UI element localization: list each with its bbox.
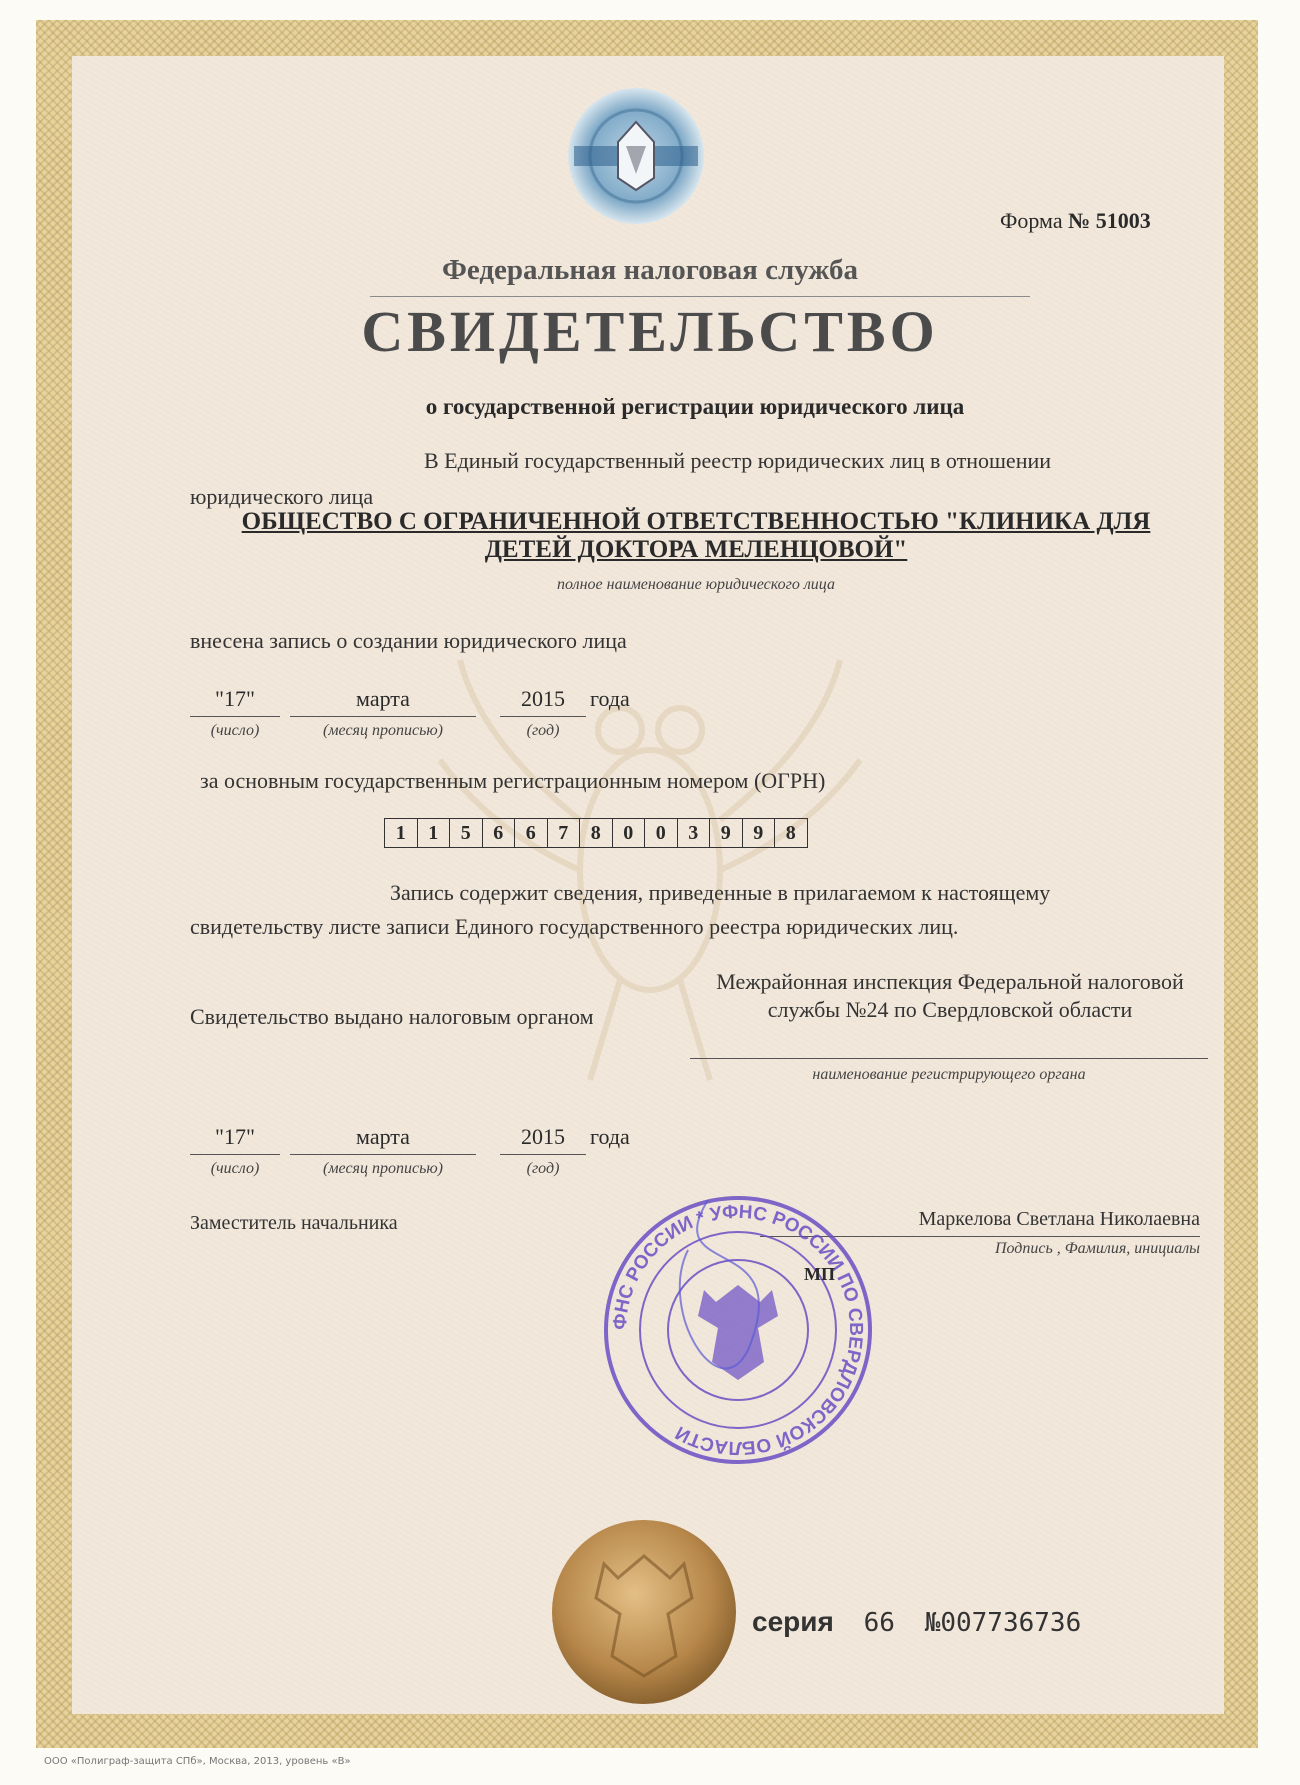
form-number: [1000, 208, 1151, 234]
company-name: ОБЩЕСТВО С ОГРАНИЧЕННОЙ ОТВЕТСТВЕННОСТЬЮ "КЛИНИКА ДЛЯ ДЕТЕЙ ДОКТОРА МЕЛЕНЦОВОЙ": [241, 508, 1151, 563]
form-label: Форма: [1000, 208, 1063, 233]
record-info-line-2: свидетельству листе записи Единого государственного реестра юридических лиц.: [190, 914, 959, 939]
ogrn-digit: 0: [645, 819, 678, 847]
date2-year: 2015: [500, 1124, 586, 1155]
issuing-authority-underline: [690, 1058, 1208, 1059]
form-number-value: № 51003: [1068, 208, 1151, 233]
agency-underline: [370, 296, 1030, 297]
record-info-line-1: Запись содержит сведения, приведенные в прилагаемом к настоящему: [390, 880, 1051, 905]
ogrn-text: за основным государственным регистрационным номером (ОГРН): [200, 768, 826, 793]
ogrn-digit: 5: [450, 819, 483, 847]
document-subtitle: о государственной регистрации юридического лица: [425, 394, 965, 419]
date1-month-label: (месяц прописью): [323, 722, 443, 739]
date1-month: марта: [290, 686, 476, 717]
date2-day-label: (число): [210, 1160, 260, 1177]
issuing-authority-label: наименование регистрирующего органа: [812, 1066, 1086, 1083]
ogrn-digit: 6: [515, 819, 548, 847]
ogrn-number: [384, 818, 808, 848]
ogrn-digit: 7: [548, 819, 581, 847]
document-title: СВИДЕТЕЛЬСТВО: [361, 299, 939, 364]
ogrn-digit: 6: [483, 819, 516, 847]
record-text: внесена запись о создании юридического лица: [190, 628, 627, 653]
ogrn-digit: 1: [385, 819, 418, 847]
certificate-number: №007736736: [924, 1608, 1082, 1638]
intro-line-1: В Единый государственный реестр юридических лиц в отношении: [424, 448, 1052, 473]
company-name-label: полное наименование юридического лица: [557, 576, 835, 593]
date2-month-label: (месяц прописью): [323, 1160, 443, 1177]
date1-day-label: (число): [210, 722, 260, 739]
date2-suffix: года: [590, 1124, 630, 1149]
signer-position: Заместитель начальника: [190, 1212, 398, 1234]
agency-name: Федеральная налоговая служба: [441, 254, 859, 286]
issued-by-label: Свидетельство выдано налоговым органом: [190, 1004, 594, 1029]
date1-year: 2015: [500, 686, 586, 717]
series-value: 66: [863, 1608, 895, 1638]
intro-line-2: юридического лица: [190, 484, 374, 509]
ogrn-digit: 8: [785, 822, 796, 844]
stamp-place-mark: МП: [804, 1264, 835, 1284]
date2-month: марта: [290, 1124, 476, 1155]
date1-day: "17": [190, 686, 280, 717]
ogrn-digit: 3: [678, 819, 711, 847]
ogrn-digit: 0: [613, 819, 646, 847]
ogrn-digit: 9: [743, 819, 776, 847]
issuing-authority: Межрайонная инспекция Федеральной налоговой службы №24 по Свердловской области: [716, 969, 1184, 1022]
date1-suffix: года: [590, 686, 630, 711]
printer-note: ООО «Полиграф-защита СПб», Москва, 2013, уровень «В»: [44, 1756, 351, 1767]
date2-day: "17": [190, 1124, 280, 1155]
date1-year-label: (год): [526, 722, 560, 739]
ogrn-digit: 9: [710, 819, 743, 847]
ogrn-digit: 8: [580, 819, 613, 847]
signer-name: Маркелова Светлана Николаевна: [918, 1208, 1200, 1230]
series-label: серия: [752, 1606, 834, 1637]
signature-label: Подпись , Фамилия, инициалы: [994, 1240, 1200, 1257]
official-stamp: [598, 1190, 878, 1470]
background-eagle-watermark: [420, 640, 880, 1100]
ogrn-digit: 1: [418, 819, 451, 847]
stamp-text: ФНС РОССИИ * УФНС РОССИИ ПО СВЕРДЛОВСКОЙ ОБЛАСТИ: [609, 1201, 867, 1459]
certificate-series: [752, 1606, 1081, 1638]
date2-year-label: (год): [526, 1160, 560, 1177]
hologram-emblem-icon: [566, 86, 706, 226]
gold-seal-icon: [548, 1516, 740, 1708]
